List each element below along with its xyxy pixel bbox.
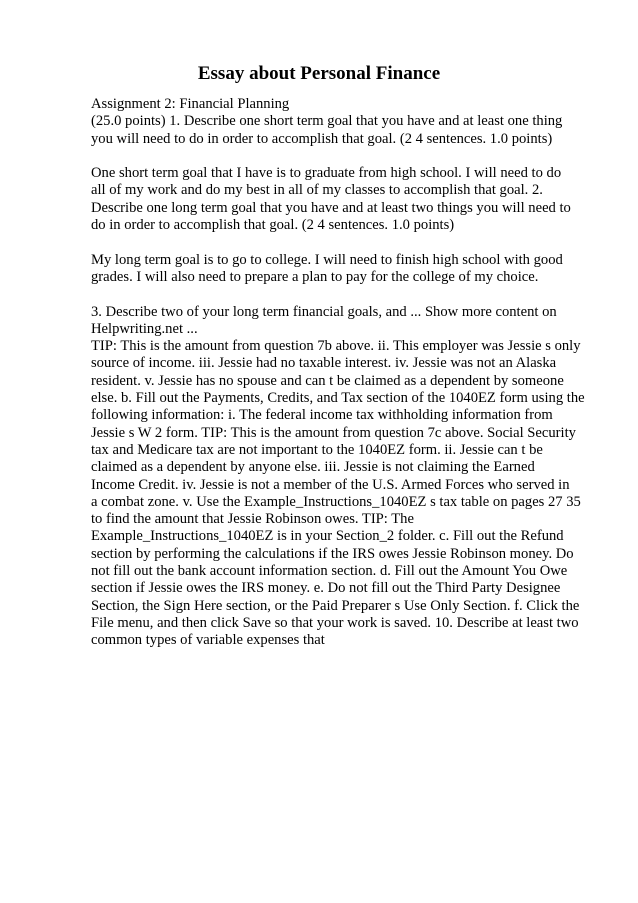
text-line: My long term goal is to go to college. I will need to finish high school with good (91, 251, 563, 268)
text-line: not fill out the bank account information section. d. Fill out the Amount You Owe (91, 563, 568, 580)
text-line: you will need to do in order to accomplish that goal. (2 4 sentences. 1.0 points) (91, 130, 553, 147)
text-line: TIP: This is the amount from question 7b above. ii. This employer was Jessie s only (91, 338, 581, 355)
text-line: common types of variable expenses that (91, 632, 325, 649)
text-line: (25.0 points) 1. Describe one short term goal that you have and at least one thing (91, 113, 563, 130)
text-line: section by performing the calculations if the IRS owes Jessie Robinson money. Do (91, 545, 574, 562)
text-line: do in order to accomplish that goal. (2 4 sentences. 1.0 points) (91, 217, 455, 234)
text-line: Income Credit. iv. Jessie is not a member of the U.S. Armed Forces who served in (91, 476, 570, 493)
text-line: Section, the Sign Here section, or the Paid Preparer s Use Only Section. f. Click the (91, 597, 580, 614)
text-line: 3. Describe two of your long term financial goals, and ... Show more content on (91, 303, 557, 320)
text-line: to find the amount that Jessie Robinson owes. TIP: The (91, 511, 414, 528)
document-title: Essay about Personal Finance (197, 63, 441, 84)
text-line: else. b. Fill out the Payments, Credits, and Tax section of the 1040EZ form using the (91, 390, 585, 407)
text-line: section if Jessie owes the IRS money. e. Do not fill out the Third Party Designee (91, 580, 561, 597)
text-line: Assignment 2: Financial Planning (91, 96, 290, 112)
text-line: Describe one long term goal that you have and at least two things you will need to (91, 199, 571, 216)
text-line: resident. v. Jessie has no spouse and can t be claimed as a dependent by someone (91, 372, 564, 389)
text-line: tax and Medicare tax are not important to the 1040EZ form. ii. Jessie can t be (91, 441, 543, 458)
text-line: claimed as a dependent by anyone else. iii. Jessie is not claiming the Earned (91, 459, 535, 476)
text-line: all of my work and do my best in all of my classes to accomplish that goal. 2. (91, 182, 543, 199)
document-body (91, 96, 586, 650)
text-line: following information: i. The federal income tax withholding information from (91, 407, 553, 424)
text-line: One short term goal that I have is to graduate from high school. I will need to do (91, 165, 562, 182)
paragraph-gap (91, 234, 586, 251)
text-line: a combat zone. v. Use the Example_Instructions_1040EZ s tax table on pages 27 35 (91, 493, 581, 510)
paragraph-gap (91, 148, 586, 165)
text-line: Jessie s W 2 form. TIP: This is the amount from question 7c above. Social Security (91, 424, 576, 441)
text-line: Example_Instructions_1040EZ is in your Section_2 folder. c. Fill out the Refund (91, 528, 564, 545)
text-line: Helpwriting.net ... (91, 320, 198, 337)
paragraph-gap (91, 286, 586, 303)
text-line: grades. I will also need to prepare a plan to pay for the college of my choice. (91, 268, 539, 285)
text-line: source of income. iii. Jessie had no taxable interest. iv. Jessie was not an Alaska (91, 355, 557, 372)
text-line: File menu, and then click Save so that your work is saved. 10. Describe at least two (91, 614, 579, 631)
